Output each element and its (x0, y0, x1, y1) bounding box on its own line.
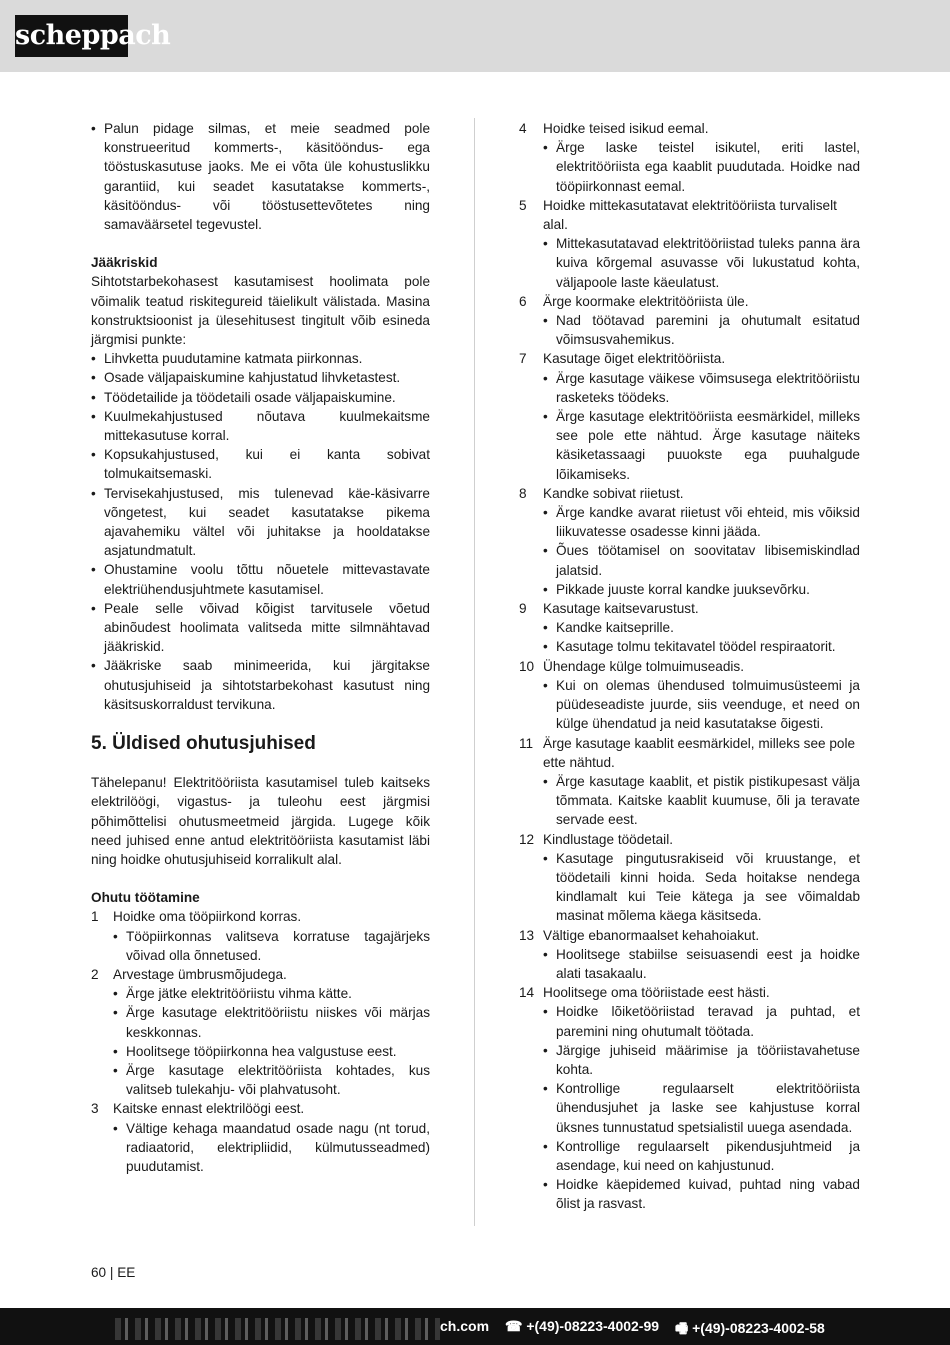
residual-risks-heading: Jääkriskid (91, 255, 158, 271)
numbered-item (519, 657, 860, 676)
sub-bullet: • Hoidke lõiketööriistad teravad ja puhtad, et paremini ning ohutumalt töötada. (519, 1002, 860, 1040)
list-item: • Lihvketta puudutamine katmata piirkonnas. (91, 349, 430, 368)
item-number: 11 (519, 735, 534, 751)
item-number: 10 (519, 658, 535, 674)
numbered-item (519, 292, 860, 311)
list-item: • Kuulmekahjustused nõutava kuulmekaitsme mittekasutuse korral. (91, 407, 430, 445)
sub-bullet: • Ärge kandke avarat riietust või ehteid, mis võiksid liikuvatesse osadesse kinni jääda. (519, 503, 860, 541)
right-column (519, 119, 860, 1214)
numbered-item (519, 983, 860, 1002)
right-numbered-list (519, 119, 860, 1214)
list-item: • Peale selle võivad kõigist tarvitusele võetud abinõudest hoolimata valitseda mitte silmnähtavad jääkriskid. (91, 599, 430, 657)
intro-bullet: • Palun pidage silmas, et meie seadmed pole konstrueeritud kommerts-, käsitööndus- ega tööstuskasutuse jaoks. Me ei võta üle kohustuslikku garantiid, kui seadet kasutatakse kommerts-, käsitööndus- või tööstusettevõtetes ning samaväärsetel tegevustel. (91, 119, 430, 234)
numbered-item (519, 926, 860, 945)
sub-bullet: • Kontrollige regulaarselt pikendusjuhtmeid ja asendage, kui need on kahjustunud. (519, 1137, 860, 1175)
sub-bullet: • Kontrollige regulaarselt elektritööriista ühendusjuhet ja laske see kahjustuse korral üksnes tunnustatud spetsialistil uuega asendada. (519, 1079, 860, 1137)
item-number: 7 (519, 351, 527, 367)
numbered-item (519, 196, 860, 234)
item-text: Kandke sobivat riietust. (543, 485, 684, 501)
sub-bullet: • Ärge kasutage elektritööriistu niiskes või märjas keskkonnas. (91, 1003, 430, 1041)
sub-bullet: • Hoolitsege stabiilse seisuasendi eest ja hoidke alati tasakaalu. (519, 945, 860, 983)
item-number: 13 (519, 927, 535, 943)
list-item: • Ohustamine voolu tõttu nõuetele mittevastavate elektriühendusjuhtmete kasutamisel. (91, 560, 430, 598)
item-number: 1 (91, 909, 99, 925)
sub-bullet: • Õues töötamisel on soovitatav libisemiskindlad jalatsid. (519, 541, 860, 579)
numbered-item (519, 484, 860, 503)
numbered-item (91, 907, 430, 926)
section-title: 5. Üldised ohutusjuhised (91, 733, 316, 755)
sub-bullet: • Nad töötavad paremini ja ohutumalt esitatud võimsusvahemikus. (519, 311, 860, 349)
item-number: 14 (519, 985, 535, 1001)
phone-text: ☎ +(49)-08223-4002-99 (505, 1318, 660, 1334)
item-text: Ärge koormake elektritööriista üle. (543, 293, 749, 309)
item-number: 5 (519, 197, 527, 213)
numbered-item (91, 1099, 430, 1118)
sub-bullet: • Ärge jätke elektritööriistu vihma kätte. (91, 984, 430, 1003)
item-text: Kasutage kaitsevarustust. (543, 601, 699, 617)
sub-bullet: • Ärge kasutage elektritööriista eesmärkidel, milleks see pole ette nähtud. Ärge kasutage näiteks käsiketassaagi puuokste ega puuhalgude lõikamiseks. (519, 407, 860, 484)
item-text: Hoidke oma tööpiirkond korras. (113, 909, 302, 925)
sub-bullet: • Hoidke käepidemed kuivad, puhtad ning vabad õlist ja rasvast. (519, 1175, 860, 1213)
sub-bullet: • Vältige kehaga maandatud osade nagu (nt torud, radiaatorid, elektripliidid, külmutusseadmed) puudutamist. (91, 1119, 430, 1177)
numbered-item (519, 119, 860, 138)
sub-bullet: • Kui on olemas ühendused tolmuimusüsteemi ja püüdeseadiste juurde, siis veenduge, et need on külge ühendatud ja neid kasutatakse õigesti. (519, 676, 860, 734)
item-text: Hoolitsege oma tööriistade eest hästi. (543, 985, 770, 1001)
sub-bullet: • Ärge kasutage kaablit, et pistik pistikupesast välja tõmmata. Kaitske kaablit kuumuse, õli ja teravate servade eest. (519, 772, 860, 830)
sub-bullet: • Kasutage tolmu tekitavatel töödel respiraatorit. (519, 637, 860, 656)
sub-bullet: • Ärge kasutage elektritööriista kohtades, kus valitseb tulekahju- või plahvatusoht. (91, 1061, 430, 1099)
brand-logo: scheppach (15, 15, 128, 57)
sub-bullet: • Ärge kasutage väikese võimsusega elektritööriistu rasketeks töödeks. (519, 369, 860, 407)
fax-text: 🖷 +(49)-08223-4002-58 (675, 1320, 825, 1336)
list-item: • Osade väljapaiskumine kahjustatud lihvketastest. (91, 368, 430, 387)
numbered-item (519, 734, 860, 772)
list-item: • Kopsukahjustused, kui ei kanta sobivat tolmukaitsemaski. (91, 445, 430, 483)
item-text: Vältige ebanormaalset kehahoiakut. (543, 927, 760, 943)
item-text: Hoidke mittekasutatavat elektritööriista turvaliselt alal. (543, 197, 837, 233)
list-item: • Töödetailide ja töödetaili osade väljapaiskumine. (91, 388, 430, 407)
sub-bullet: • Järgige juhiseid määrimise ja tööriistavahetuse kohta. (519, 1041, 860, 1079)
item-text: Kasutage õiget elektritööriista. (543, 351, 726, 367)
numbered-item (519, 599, 860, 618)
item-number: 6 (519, 293, 527, 309)
item-number: 8 (519, 485, 527, 501)
sub-bullet: • Tööpiirkonnas valitseva korratuse tagajärjeks võivad olla õnnetused. (91, 927, 430, 965)
left-numbered-list (91, 907, 430, 1176)
item-text: Hoidke teised isikud eemal. (543, 121, 709, 136)
barcode-graphic (115, 1318, 440, 1340)
header-band (0, 0, 950, 72)
residual-risks-text: Sihtotstarbekohasest kasutamisest hoolimata pole võimalik teatud riskitegureid täielikult välistada. Masina konstruktsioonist ja ülesehitusest tingitult võib esineda järgmisi punkte: (91, 274, 430, 348)
sub-bullet: • Kandke kaitseprille. (519, 618, 860, 637)
item-text: Kindlustage töödetail. (543, 831, 673, 847)
item-text: Arvestage ümbrusmõjudega. (113, 966, 287, 982)
left-column (91, 119, 430, 1176)
residual-risks-list (91, 349, 430, 714)
item-number: 9 (519, 601, 527, 617)
item-text: Kaitske ennast elektrilöögi eest. (113, 1101, 305, 1117)
list-item: • Tervisekahjustused, mis tulenevad käe-käsivarre võngetest, kui seadet kasutatakse pikema ajavahemiku vältel või juhitakse ja hooldatakse asjatundmatult. (91, 484, 430, 561)
sub-bullet: • Mittekasutatavad elektritööriistad tuleks panna ära kuiva kõrgemal asuvasse või lukustatud kohta, väljapoole laste käeulatust. (519, 234, 860, 292)
page-number: 60 | EE (91, 1265, 136, 1280)
column-divider (474, 118, 475, 1226)
numbered-item (91, 965, 430, 984)
item-number: 2 (91, 966, 99, 982)
numbered-item (519, 349, 860, 368)
item-number: 4 (519, 121, 527, 136)
item-text: Ärge kasutage kaablit eesmärkidel, milleks see pole ette nähtud. (543, 735, 856, 770)
sub-bullet: • Hoolitsege tööpiirkonna hea valgustuse eest. (91, 1042, 430, 1061)
sub-bullet: • Ärge laske teistel isikutel, eriti lastel, elektritööriista ega kaablit puudutada. Hoidke nad tööpiirkonnast eemal. (519, 138, 860, 196)
list-item: • Jääkriske saab minimeerida, kui järgitakse ohutusjuhiseid ja sihtotstarbekohast kasutust ning käsitsuskorraldust tervikuna. (91, 656, 430, 714)
item-number: 12 (519, 831, 535, 847)
section-intro-text: Tähelepanu! Elektritööriista kasutamisel tuleb kaitseks elektrilöögi, vigastus- ja tuleohu eest järgmisi põhimõttelisi ohutusmeetmeid järgida. Lugege kõik need juhised enne antud elektritööriista kasutamist läbi ning hoidke ohutusjuhiseid korralikult alal. (91, 775, 430, 867)
sub-bullet: • Pikkade juuste korral kandke juuksevõrku. (519, 580, 860, 599)
bottom-contact-bar (0, 1308, 950, 1345)
sub-bullet: • Kasutage pingutusrakiseid või kruustange, et töödetaili kinni hoida. Seda hoitakse nendega kindlamalt kui Teie kätega ja see võimaldab masinat mõlema käega käsitseda. (519, 849, 860, 926)
numbered-item (519, 830, 860, 849)
safe-work-heading: Ohutu töötamine (91, 890, 200, 906)
website-text: ch.com (440, 1318, 490, 1334)
item-number: 3 (91, 1101, 99, 1117)
item-text: Ühendage külge tolmuimuseadis. (543, 658, 745, 674)
